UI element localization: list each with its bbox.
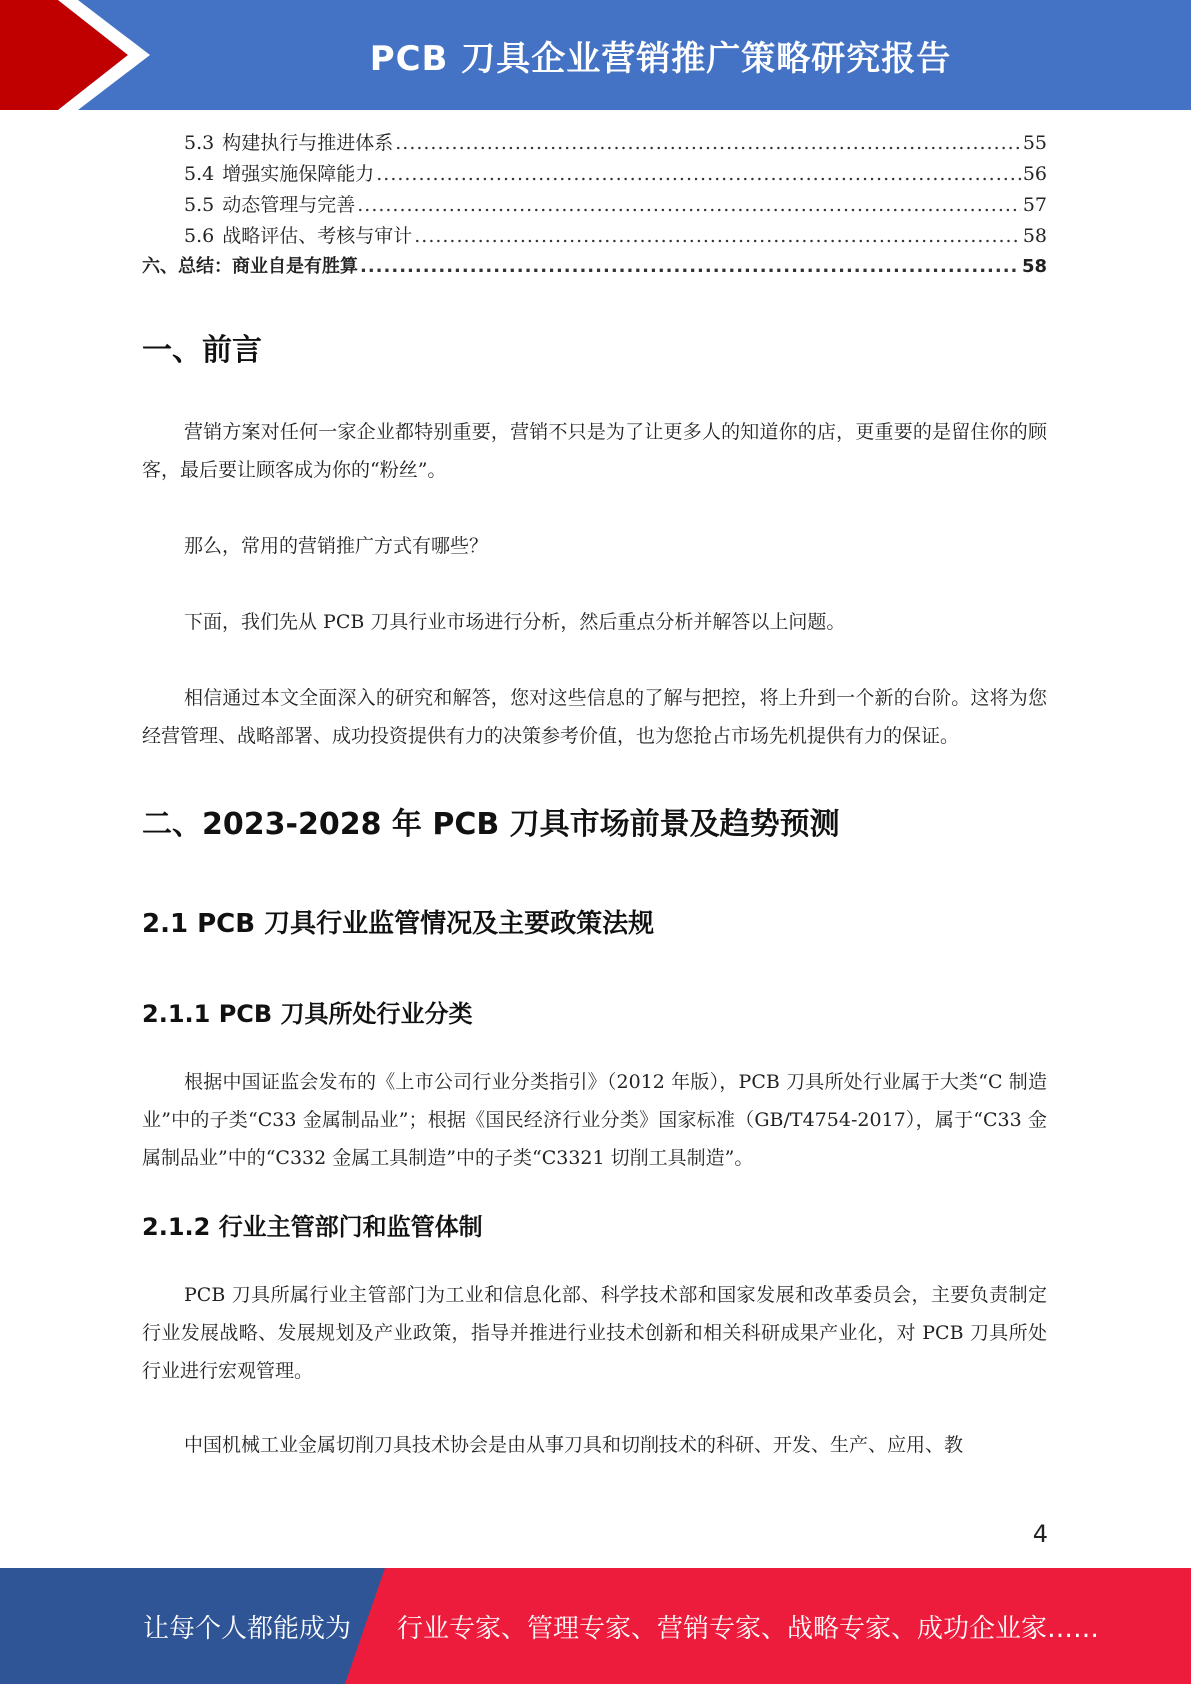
toc-item-number: 5.5 bbox=[184, 194, 215, 216]
toc-item-label: 战略评估、考核与审计 bbox=[222, 225, 413, 247]
footer-slogan-right: 行业专家、管理专家、营销专家、战略专家、成功企业家…… bbox=[397, 1613, 1100, 1644]
section-heading-forecast: 二、2023-2028 年 PCB 刀具市场前景及趋势预测 bbox=[142, 807, 840, 842]
report-title: PCB 刀具企业营销推广策略研究报告 bbox=[369, 38, 952, 79]
toc-item[interactable] bbox=[142, 128, 1047, 159]
paragraph: 营销方案对任何一家企业都特别重要，营销不只是为了让更多人的知道你的店，更重要的是留住你的顾客，最后要让顾客成为你的“粉丝”。 bbox=[142, 421, 1047, 481]
toc-item[interactable] bbox=[142, 159, 1047, 190]
toc-item-label: 六、总结：商业自是有胜算 bbox=[142, 256, 358, 277]
toc-leader-dots bbox=[414, 225, 1021, 247]
header-arrow-decoration bbox=[0, 0, 160, 110]
section-heading-preface: 一、前言 bbox=[142, 333, 262, 368]
footer-slogan-left: 让每个人都能成为 bbox=[143, 1613, 352, 1644]
toc-item-number: 5.3 bbox=[184, 132, 215, 154]
toc-item[interactable] bbox=[142, 221, 1047, 252]
page-number: 4 bbox=[1032, 1520, 1048, 1548]
toc-item-number: 5.4 bbox=[184, 163, 215, 185]
toc-item-label: 增强实施保障能力 bbox=[222, 163, 375, 185]
toc-leader-dots bbox=[357, 194, 1021, 216]
subsection-heading-regulation: 2.1 PCB 刀具行业监管情况及主要政策法规 bbox=[142, 909, 655, 939]
toc-leader-dots bbox=[395, 132, 1021, 154]
toc-item-page: 57 bbox=[1022, 194, 1047, 216]
paragraph: PCB 刀具所属行业主管部门为工业和信息化部、科学技术部和国家发展和改革委员会，主要负责制定行业发展战略、发展规划及产业政策，指导并推进行业技术创新和相关科研成果产业化，对 PCB 刀具所处行业进行宏观管理。 bbox=[142, 1284, 1047, 1382]
subsection-heading-authority: 2.1.2 行业主管部门和监管体制 bbox=[142, 1213, 483, 1241]
page-content bbox=[142, 128, 1047, 1464]
toc-leader-dots bbox=[360, 256, 1020, 277]
page-footer bbox=[0, 1568, 1191, 1684]
paragraph: 相信通过本文全面深入的研究和解答，您对这些信息的了解与把控，将上升到一个新的台阶。这将为您经营管理、战略部署、成功投资提供有力的决策参考价值，也为您抢占市场先机提供有力的保证。 bbox=[142, 687, 1047, 747]
subsection-heading-classification: 2.1.1 PCB 刀具所处行业分类 bbox=[142, 1000, 473, 1028]
toc-item-page: 58 bbox=[1021, 256, 1047, 277]
toc-leader-dots bbox=[376, 163, 1021, 185]
paragraph: 那么，常用的营销推广方式有哪些？ bbox=[184, 535, 489, 557]
table-of-contents bbox=[142, 128, 1047, 283]
toc-item-page: 56 bbox=[1022, 163, 1047, 185]
toc-item-number: 5.6 bbox=[184, 225, 215, 247]
toc-item-page: 55 bbox=[1022, 132, 1047, 154]
toc-item[interactable] bbox=[142, 190, 1047, 221]
page-header bbox=[0, 0, 1191, 110]
paragraph: 中国机械工业金属切削刀具技术协会是由从事刀具和切削技术的科研、开发、生产、应用、教 bbox=[184, 1434, 964, 1456]
paragraph: 下面，我们先从 PCB 刀具行业市场进行分析，然后重点分析并解答以上问题。 bbox=[184, 611, 846, 633]
toc-item[interactable] bbox=[142, 252, 1047, 283]
toc-item-label: 动态管理与完善 bbox=[222, 194, 356, 216]
paragraph: 根据中国证监会发布的《上市公司行业分类指引》（2012 年版），PCB 刀具所处行业属于大类“C 制造业”中的子类“C33 金属制品业”；根据《国民经济行业分类》国家标准（GB/T4754-2017），属于“C33 金属制品业”中的“C332 金属工具制造”中的子类“C3321 切削工具制造”。 bbox=[142, 1071, 1047, 1169]
toc-item-label: 构建执行与推进体系 bbox=[222, 132, 394, 154]
toc-item-page: 58 bbox=[1022, 225, 1047, 247]
